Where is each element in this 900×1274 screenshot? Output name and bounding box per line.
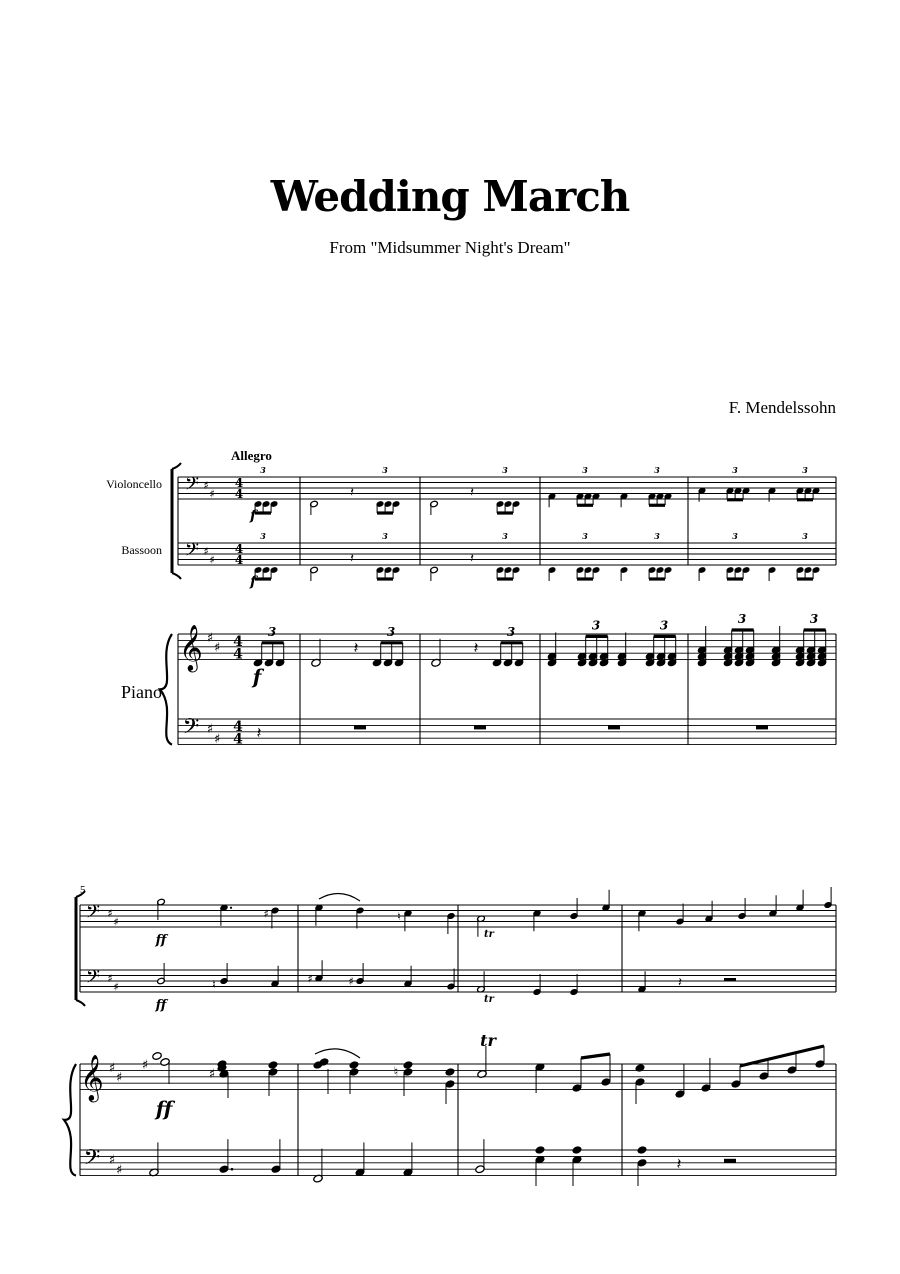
whole-rest [756,725,768,729]
dynamic-fortissimo: ff [155,1096,173,1121]
whole-rest [608,725,620,729]
sharp-sign: ♯ [209,553,215,567]
tuplet-number: 3 [654,465,660,475]
dot [230,907,232,909]
dynamic-fortissimo: ff [155,998,167,1013]
tuplet-number: 3 [654,531,660,541]
score-notation [64,463,836,1186]
whole-rest [474,725,486,729]
sharp-sign: ♯ [108,1060,116,1076]
tuplet-number: 3 [582,531,588,541]
staff-bassoon [178,543,836,565]
bass-clef: 𝄢 [184,539,200,565]
quarter-rest: 𝄽 [470,485,474,501]
note [268,1061,278,1070]
sharp-sign: ♯ [206,722,214,738]
natural-sign: ♮ [397,910,401,923]
quarter-rest: 𝄽 [256,723,262,743]
time-signature-numerator: 4 [234,476,244,490]
bracket-hook [76,1000,85,1006]
slur [319,893,360,901]
time-signature-numerator: 4 [234,542,244,556]
tuplet-number: 3 [502,531,508,541]
sharp-sign: ♯ [113,980,119,994]
note-beam [581,1054,610,1058]
quarter-rest: 𝄽 [676,1154,682,1174]
sharp-sign: ♯ [206,630,214,646]
half-rest [724,1159,736,1163]
sharp-sign: ♯ [107,907,113,921]
tuplet-number: 3 [382,465,388,475]
quarter-rest: 𝄽 [678,975,682,991]
tuplet-number: 3 [386,624,396,639]
bass-clef: 𝄢 [85,901,101,927]
tempo-marking: Allegro [231,448,272,463]
bass-clef: 𝄢 [184,473,200,499]
instrument-label-piano: Piano [120,682,162,702]
tuplet-number: 3 [732,531,738,541]
note [445,1068,455,1077]
half-rest [724,978,736,981]
dynamic-forte: f [249,574,257,590]
time-signature-numerator: 4 [233,633,243,650]
bracket-hook [172,463,181,469]
sharp-sign: ♯ [108,1153,116,1169]
staff-violoncello [178,477,836,499]
bass-clef: 𝄢 [83,1145,101,1176]
sharp-sign: ♯ [116,1162,123,1178]
note [403,1061,413,1070]
dynamic-fortissimo: ff [155,933,167,948]
dot [231,1168,234,1171]
time-signature-denominator: 4 [233,731,243,748]
note-beam [740,1046,824,1066]
piano-brace [64,1064,76,1176]
page-subtitle: From "Midsummer Night's Dream" [329,238,571,257]
treble-clef: 𝄞 [80,1054,104,1101]
sharp-sign: ♯ [116,1070,123,1086]
note [637,1146,647,1155]
instrument-label-bassoon: Bassoon [121,543,162,557]
tuplet-number: 3 [737,612,747,626]
sharp-sign: ♯ [203,479,209,493]
sharp-sign: ♯ [208,1067,216,1082]
dynamic-forte: f [249,508,257,524]
sharp-sign: ♯ [214,731,221,747]
quarter-rest: 𝄽 [353,638,359,658]
sharp-sign: ♯ [348,975,354,988]
time-signature-denominator: 4 [233,646,243,663]
tuplet-number: 3 [267,624,277,639]
sharp-sign: ♯ [107,972,113,986]
bass-clef: 𝄢 [85,966,101,992]
note [635,1064,645,1073]
sharp-sign: ♯ [209,487,215,501]
tuplet-number: 3 [659,618,669,633]
sharp-sign: ♯ [263,907,269,921]
instrument-label-violoncello: Violoncello [106,477,162,491]
sharp-sign: ♯ [214,640,221,656]
sharp-sign: ♯ [307,972,313,986]
tuplet-number: 3 [732,465,738,475]
trill-mark: tr [484,929,494,940]
composer-credit: F. Mendelssohn [728,398,836,417]
quarter-rest: 𝄽 [470,551,474,567]
bracket-hook [76,891,85,897]
piano-brace [160,634,172,745]
bass-clef: 𝄢 [182,714,200,745]
treble-clef: 𝄞 [179,624,203,671]
staff-piano-bass [178,719,836,745]
tuplet-number: 3 [506,624,516,639]
tuplet-number: 3 [802,531,808,541]
note [349,1061,359,1070]
slur [315,1049,360,1058]
quarter-rest: 𝄽 [350,485,354,501]
trill-mark: tr [484,994,494,1005]
tuplet-number: 3 [260,465,266,475]
measure-number: 5 [80,884,86,896]
tuplet-number: 3 [260,531,266,541]
sharp-sign: ♯ [113,915,119,929]
time-signature-denominator: 4 [234,553,244,567]
tuplet-number: 3 [802,465,808,475]
tuplet-number: 3 [502,465,508,475]
page-title: Wedding March [270,172,630,221]
time-signature-denominator: 4 [234,487,244,501]
tuplet-number: 3 [582,465,588,475]
time-signature-numerator: 4 [233,718,243,735]
quarter-rest: 𝄽 [473,638,479,658]
tuplet-number: 3 [382,531,388,541]
bracket-hook [172,573,181,579]
tuplet-number: 3 [809,612,819,626]
sharp-sign: ♯ [141,1058,149,1073]
natural-sign: ♮ [212,977,216,991]
quarter-rest: 𝄽 [350,551,354,567]
half-note [152,1052,162,1061]
note [572,1146,582,1155]
natural-sign: ♮ [393,1065,399,1080]
dynamic-forte: f [252,664,262,689]
sharp-sign: ♯ [203,545,209,559]
whole-rest [354,725,366,729]
note [535,1146,545,1155]
trill-mark: tr [480,1031,496,1050]
tuplet-number: 3 [591,618,601,633]
